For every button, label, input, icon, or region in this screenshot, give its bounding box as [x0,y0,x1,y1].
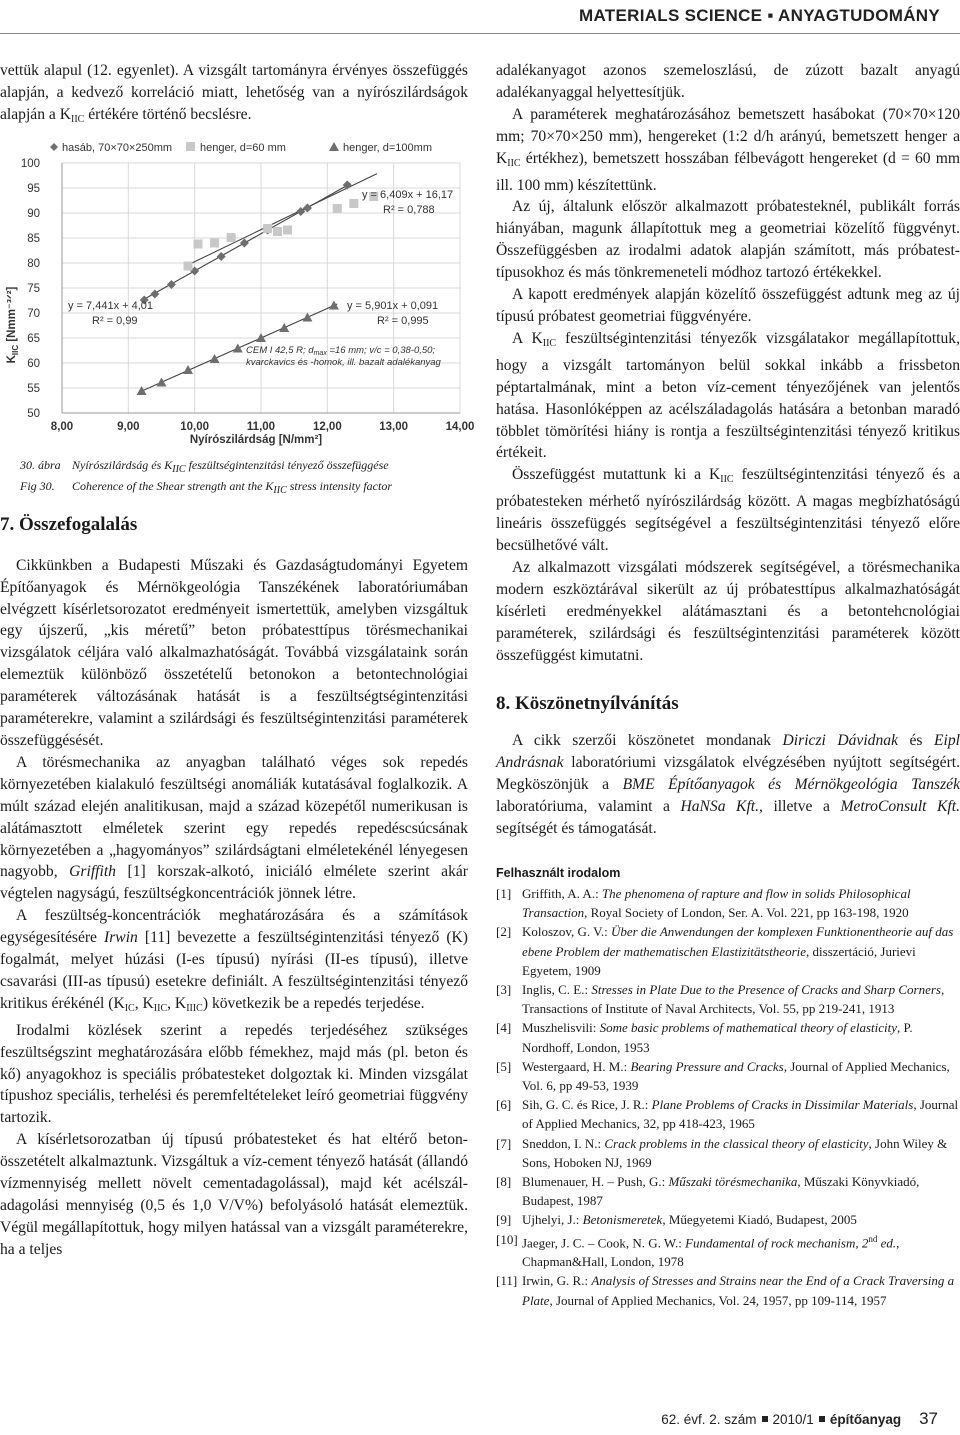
chart-legend [50,142,432,154]
figure-30 [0,137,475,447]
right-column [496,60,960,1310]
journal-header: MATERIALS SCIENCE ▪ ANYAGTUDOMÁNY [579,6,940,25]
fit-label-henger60: y = 6,409x + 16,17 [362,188,454,201]
legend-label-henger60: henger, d=60 mm [200,141,286,154]
section-8-title: 8. Köszönetnyílvánítás [496,693,679,715]
data-point-henger60 [210,238,219,247]
y-tick-label: 65 [27,332,40,345]
section-7-title: 7. Összefogalalás [0,513,138,535]
reference-item: [4] Muszhelisvili: Some basic problems of mathematical theory of elasticity, P. Nordhoff, London, 1953 [496,1020,913,1055]
reference-item: [7] Sneddon, I. N.: Crack problems in the classical theory of elasticity, John Wiley & Sons, Hoboken NJ, 1969 [496,1135,948,1170]
reference-item: [2] Koloszov, G. V.: Über die Anwendungen der komplexen Funktionentheorie auf das ebene Problem der mathematischen Elastizitätstheorie, disszertáció, Jurievi Egyetem, 1909 [496,924,954,978]
r2-label-hasab: R² = 0,99 [92,314,138,327]
summary-paragraph-4: Irodalmi közlések szerint a repedés terjedéséhez szükséges feszültségszint meghatározására előbb fémekhez, majd más (pl. beton és kő) anyagokhoz is speciális próbatesteket dolgoztak ki. Minden vizsgálat típushoz speciális, terhelési és peremfeltételeket leíró geometriai függvény tartozik. [0,1021,468,1127]
chart-note-line1: CEM I 42,5 R; $d_{max} =16$ mm; v/c = 0,38-0,50; [246,344,436,357]
right-paragraph-1: adalékanyagot azonos szemeloszlású, de zúzott bazalt anyagú adalékanyaggal helyettesítjük. [496,62,960,101]
kiic-shear-chart [0,137,475,447]
page-number: 37 [919,1409,938,1428]
y-tick-label: 80 [27,257,40,270]
y-tick-label: 100 [20,157,40,170]
r2-label-henger60: R² = 0,788 [383,203,435,216]
y-tick-label: 90 [27,207,40,220]
x-tick-label: 12,00 [312,420,342,433]
y-tick-label: 50 [27,407,40,420]
right-paragraph-7: Az alkalmazott vizsgálati módszerek segítségével, a törésmechanika modern eszköztárával sikerült az új próbatesttípus alkalmazhatóságát kísérleti eredményekkel alátámasztani és a betontehcnológiai paraméterek, szilárdsági és feszültségintenzitási paraméterek között összefüggést kimutatni. [496,558,960,664]
data-point-henger60 [333,204,342,213]
data-point-henger100 [279,323,289,332]
x-tick-label: 14,00 [445,420,475,433]
y-tick-label: 95 [27,182,40,195]
data-point-henger60 [349,199,358,208]
references-title: Felhasznált irodalom [496,866,621,880]
footer-separator [762,1416,768,1422]
caption-hu: 30. ábra Nyírószilárdság és $K_{IIC}$ feszültségintenzitási tényező összefüggése [20,457,389,475]
summary-paragraph-3: A feszültség-koncentrációk meghatározására és a számítások egységesítésére Irwin [11] bevezette a feszültségintenzitási tényező (K) fogalmát, melyet húzási (I-es típusú) nyírási (II-es típusú), illetve csavarási (III-as típusú) esetekre definiált. A feszültségintenzitási tényező kritikus érékénél ($K_{IC}$, $K_{IIC}$, $K_{IIIC}$) következik be a repedés terjedése. [0,907,468,1014]
fit-label-hasab: y = 7,441x + 4,01 [68,299,154,312]
x-axis-title: Nyírószilárdság [N/mm²] [189,433,323,446]
x-tick-label: 13,00 [379,420,409,433]
right-paragraph-5: A $K_{IIC}$ feszültségintenzitási tényezők vizsgálatakor megállapítottuk, hogy a vizsgált tartományon belül sokkal inkább a frissbeton péptartalmának, mint a beton víz-cement tényezőjének van jelentős hatása. Hasonlóképpen az acélszáladagolás hatására a betonban maradó többlet tömörítési hiány is rontja a feszültségintenzitási tényező kritikus értékeit. [496,329,960,462]
header-rule [0,33,960,34]
legend-label-henger100: henger, d=100mm [343,141,432,154]
summary-paragraph-5: A kísérletsorozatban új típusú próbatesteket és hat eltérő beton-összetételt alkalmaztunk. Vizsgáltuk a víz-cement tényező hatását (állandó vízmennyiség mellett növelt cementadagolással), majd két acélszál-adagolási mennyiség (0,5 és 1,0 V/V%) befolyásoló hatását elemeztük. Végül megállapítottuk, hogy milyen hatással van a vizsgált paraméterekre, ha a teljes [0,1131,468,1258]
footer-journal: építőanyag [829,1412,902,1427]
data-point-henger60 [263,224,272,233]
footer-separator [819,1416,825,1422]
data-point-henger100 [210,354,220,363]
x-tick-label: 11,00 [246,420,276,433]
x-tick-label: 9,00 [117,420,140,433]
x-tick-label: 10,00 [180,420,210,433]
data-point-henger60 [193,239,202,248]
summary-paragraph-1: Cikkünkben a Budapesti Műszaki és Gazdaságtudományi Egyetem Építőanyagok és Mérnökgeológia Tanszékének laboratóriumában elvégzett kísérletsorozatot eredményeit ismertettük, amelyben vizsgáltuk egy újszerű, „kis méretű” beton próbatesttípus törésmechanikai vizsgálatok céljára való alkalmazhatóságát. Továbbá vizsgálataink során elemeztük különböző összetételű betonokon a betontechnológiai paraméterek változásának hatását is a feszültségtségintenzitási paraméterekre, valamint a szilárdsági és feszültségintenzitási paraméterek összefüggésését. [0,556,468,749]
legend-square-marker [186,142,195,151]
right-paragraph-3: Az új, általunk először alkalmazott próbatesteknél, publikált forrás hiányában, magunk állapítottuk meg a geometriai közelítő függvényt. Összefüggésben az irodalmi adatok alapján számított, más próbatest-típusokhoz és más tönkremeneteli módhoz tartozó értékekkel. [496,198,960,282]
reference-item: [10] Jaeger, J. C. – Cook, N. G. W.: Fundamental of rock mechanism, 2nd ed., Chapman&Hall, London, 1978 [496,1231,900,1270]
y-tick-label: 75 [27,282,40,295]
reference-item: [5] Westergaard, H. M.: Bearing Pressure and Cracks, Journal of Applied Mechanics, Vol. 6, pp 49-53, 1939 [496,1058,950,1094]
data-point-henger100 [233,343,243,352]
footer-issue: 62. évf. 2. szám [661,1412,757,1427]
reference-item: [6] Sih, G. C. és Rice, J. R.: Plane Problems of Cracks in Dissimilar Materials, Journal of Applied Mechanics, 32, pp 418-423, 1965 [496,1097,959,1132]
data-point-henger100 [137,386,147,395]
data-point-henger100 [329,300,339,309]
reference-item: [9] Ujhelyi, J.: Betonismeretek, Műegyetemi Kiadó, Budapest, 2005 [496,1212,857,1228]
y-tick-label: 60 [27,357,40,370]
y-tick-label: 85 [27,232,40,245]
data-point-henger100 [157,377,167,386]
reference-item: [8] Blumenauer, H. – Push, G.: Műszaki törésmechanika, Műszaki Könyvkiadó, Budapest, 1987 [496,1174,920,1209]
right-paragraph-2: A paraméterek meghatározásához bemetszett hasábokat (70×70×120 mm; 70×70×250 mm), hengereket (1:2 d/h arányú, bemetszett henger a $K_{IIC}$ értékhez), bemetszett hosszában félbevágott hengereket (d = 60 mm ill. 100 mm) készítettünk. [496,105,960,194]
legend-label-hasab: hasáb, 70×70×250mm [62,141,173,154]
data-point-hasab [217,252,226,261]
data-point-henger60 [184,261,193,270]
figure-caption [20,457,468,499]
x-tick-label: 8,00 [50,420,74,433]
right-paragraph-6: Összefüggést mutattunk ki a $K_{IIC}$ feszültségintenzitási tényező és a próbatesteken mérhető nyírószilárdság között. A magas megbízhatóságú lineáris összefüggés segítségével a feszültségintenzitási tényező előre becsülhetővé vált. [496,466,960,555]
y-tick-label: 70 [27,307,40,320]
y-axis-title: $K_{IIC}$ [Nmm⁻³ᐟ²] [6,286,20,364]
data-point-henger60 [227,233,236,242]
reference-item: [3] Inglis, C. E.: Stresses in Plate Due to the Presence of Cracks and Sharp Corners, Transactions of Institute of Naval Architects, Vol. 55, pp 219-241, 1913 [496,982,945,1017]
right-paragraph-4: A kapott eredmények alapján közelítő összefüggést adtunk meg az új típusú próbatest geometriai függvényére. [496,286,960,325]
reference-item: [1] Griffith, A. A.: The phenomena of rapture and flow in solids Philosophical Transaction, Royal Society of London, Ser. A. Vol. 221, pp 163-198, 1920 [496,886,911,921]
intro-paragraph: vettük alapul (12. egyenlet). A vizsgált tartományra érvényes összefüggés alapján, a kedvező korreláció miatt, lehetőség van a nyírószilárdságok alapján a $K_{IIC}$ értékére történő becslésre. [0,62,468,125]
acknowledgement-paragraph: A cikk szerzői köszönetet mondanak Diriczi Dávidnak és Eipl Andrásnak laboratóriumi vizsgálatok elvégzésében nyújtott segítségért. Megköszönjük a BME Építőanyagok és Mérnökgeológia Tanszék laboratóriuma, valamint a HaNSa Kft., illetve a MetroConsult Kft. segítségét és támogatását. [496,732,960,838]
references [496,866,960,1310]
legend-diamond-marker [50,143,58,151]
y-tick-label: 55 [27,382,40,395]
data-point-hasab [240,238,249,247]
left-column [0,60,475,1261]
reference-item: [11] Irwin, G. R.: Analysis of Stresses and Strains near the End of a Crack Traversing a Plate, Journal of Applied Mechanics, Vol. 24, 1957, pp 109-114, 1957 [496,1273,955,1308]
footer-year: 2010/1 [772,1412,814,1427]
data-point-henger100 [183,365,193,374]
caption-en: Fig 30. Coherence of the Shear strength ant the $K_{IIC}$ stress intensity factor [20,478,392,496]
page-footer [661,1409,938,1429]
data-point-henger60 [283,225,292,234]
chart-note-line2: kvarckavics és -homok, ill. bazalt adalékanyag [246,356,441,368]
data-point-henger100 [302,312,312,321]
r2-label-henger100: R² = 0,995 [377,314,429,327]
legend-triangle-marker [329,142,339,151]
data-point-henger60 [273,227,282,236]
fit-label-henger100: y = 5,901x + 0,091 [347,299,439,312]
summary-paragraph-2: A törésmechanika az anyagban található véges sok repedés környezetében kialakuló feszültségi anomáliák kutatásával foglalkozik. A múlt század elején analitikusan, majd a század közepétől numerikusan is alátámasztott elméletek szerint egy repedés repedéscsúcsának környezetében a „hagyományos” szilárdságtani elméletekénél lényegesen nagyobb, Griffith [1] korszak-alkotó, iniciáló elmélete szerint akár végtelen nagyságú, feszültségkoncentrációk jönnek létre. [0,753,468,903]
